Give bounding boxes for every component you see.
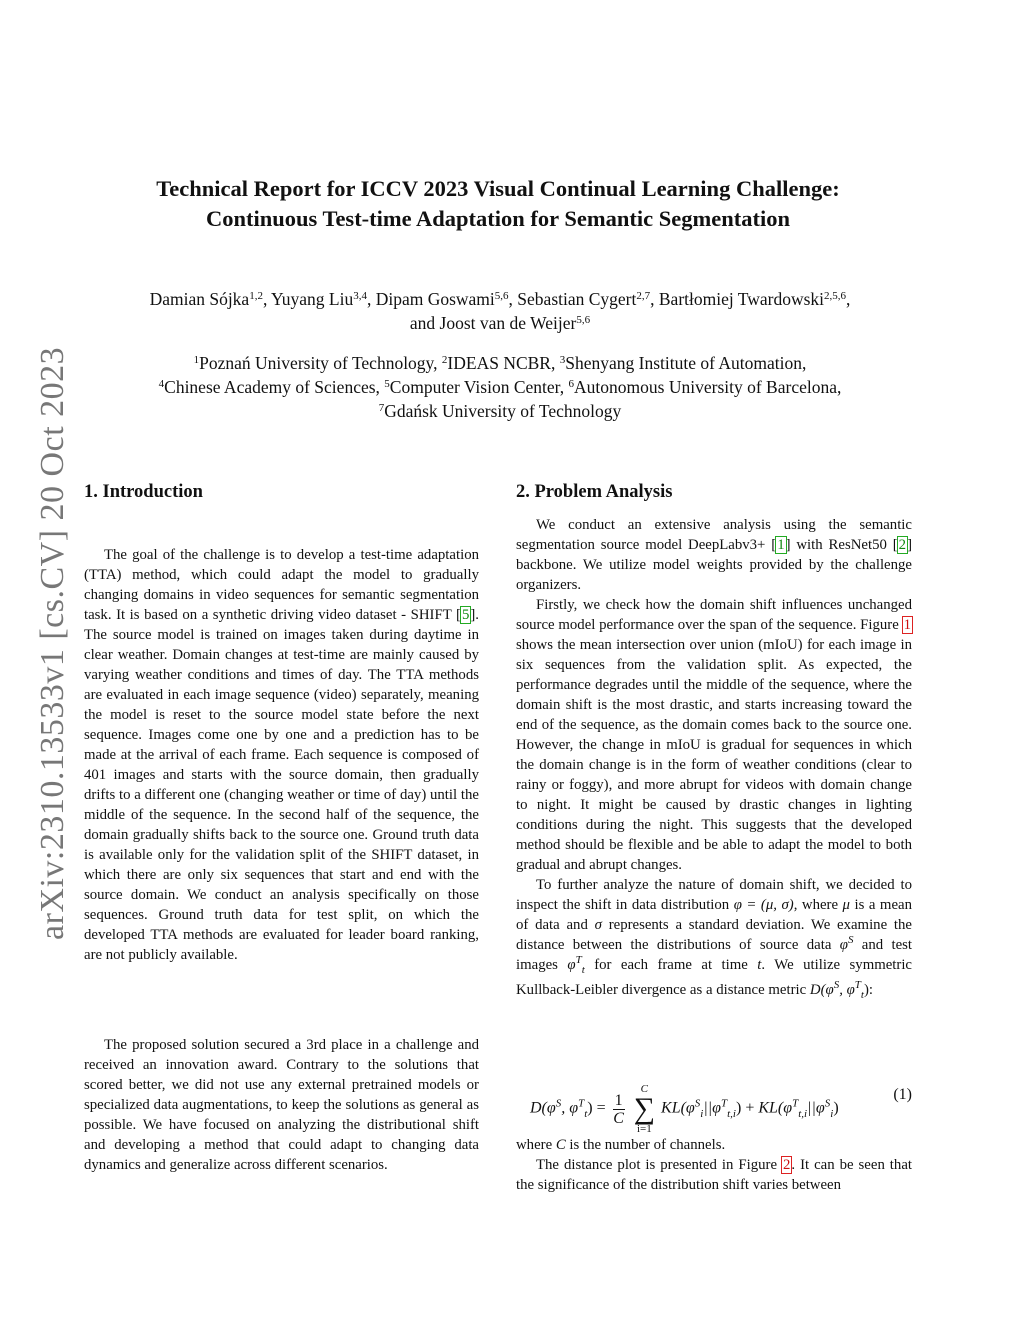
paragraph-text: We conduct an extensive analysis using the semantic segmentation source model DeepLabv3+ [ <box>516 517 912 553</box>
affiliation-line-2 <box>40 375 960 399</box>
math-inline: φ = (μ, σ) <box>733 897 794 913</box>
author-affiliation-marker: 2,7 <box>636 290 651 302</box>
figure-reference-link[interactable]: 1 <box>903 617 911 633</box>
paragraph-text: is a mean of data and <box>516 897 912 933</box>
equation-term: D(φ <box>530 1099 556 1117</box>
author-affiliation-marker: 5,6 <box>576 314 591 326</box>
author-affiliation-marker: 5,6 <box>494 290 509 302</box>
summation-upper-limit: C <box>640 1083 648 1095</box>
equation-term: ) = <box>587 1099 606 1117</box>
analysis-paragraph-1 <box>516 515 912 595</box>
equation-1 <box>526 1066 916 1135</box>
author-line-2 <box>40 311 960 335</box>
author-name: Damian Sójka <box>149 289 250 309</box>
paragraph-text: , where <box>793 897 843 913</box>
affiliation: Autonomous University of Barcelona, <box>574 377 842 397</box>
introduction-paragraph-2 <box>84 1035 479 1175</box>
math-inline: φ <box>567 957 576 973</box>
after-equation-paragraph <box>516 1135 912 1155</box>
affiliation: Chinese Academy of Sciences, <box>164 377 385 397</box>
author-name: , Sebastian Cygert <box>508 289 637 309</box>
equation-subscript: i <box>830 1107 834 1120</box>
author-affiliation-marker: 3,4 <box>353 290 367 302</box>
paragraph-text: is the number of channels. <box>565 1137 726 1153</box>
affiliation-line-3 <box>40 399 960 423</box>
paper-title <box>100 174 896 234</box>
paragraph-text: . We utilize symmetric Kullback-Leibler divergence as a distance metric <box>516 957 912 998</box>
math-inline: μ <box>842 897 850 913</box>
section-heading-introduction: 1. Introduction <box>84 482 203 502</box>
author-separator: , <box>846 289 851 309</box>
equation-superscript: S <box>555 1097 562 1110</box>
paragraph-text: ] backbone. We utilize model weights provided by the challenge organizers. <box>516 537 912 593</box>
author-name: , Yuyang Liu <box>262 289 354 309</box>
author-name: , Bartłomiej Twardowski <box>650 289 825 309</box>
analysis-paragraph-4 <box>516 1155 912 1195</box>
math-superscript: S <box>833 978 840 991</box>
affiliation: IDEAS NCBR, <box>447 353 560 373</box>
affiliation-marker: 6 <box>568 378 575 390</box>
analysis-paragraph-2 <box>516 595 912 875</box>
author-line-1 <box>40 287 960 311</box>
equation-subscript: t,i <box>727 1107 736 1120</box>
affiliation-list <box>40 351 960 423</box>
math-superscript: T <box>575 954 582 966</box>
paragraph-text: Firstly, we check how the domain shift influences unchanged source model performance over the span of the sequence. Figure <box>516 597 912 633</box>
math-inline: φ <box>839 937 848 953</box>
author-affiliation-marker: 2,5,6 <box>824 290 847 302</box>
equation-fraction <box>613 1092 625 1127</box>
affiliation-marker: 4 <box>158 378 165 390</box>
paragraph-text: ] with ResNet50 [ <box>785 537 898 553</box>
paragraph-text: and test images <box>516 937 913 973</box>
analysis-paragraph-3 <box>516 875 912 1005</box>
affiliation-marker: 5 <box>384 378 390 390</box>
section-heading-problem-analysis: 2. Problem Analysis <box>516 482 673 502</box>
math-inline: C <box>555 1137 566 1153</box>
math-inline: ): <box>863 981 874 998</box>
author-name: and Joost van de Weijer <box>409 313 577 333</box>
paragraph-text: The distance plot is presented in Figure <box>536 1157 783 1173</box>
math-subscript: t <box>860 988 864 1001</box>
equation-term: , φ <box>561 1099 579 1117</box>
author-list <box>40 287 960 335</box>
title-line-1: Technical Report for ICCV 2023 Visual Continual Learning Challenge: <box>156 176 840 201</box>
equation-superscript: T <box>721 1097 728 1110</box>
math-inline: t <box>757 957 762 973</box>
fraction-denominator: C <box>613 1109 624 1127</box>
paragraph-text: for each frame at time <box>584 957 758 973</box>
summation-lower-limit: i=1 <box>636 1123 652 1135</box>
paragraph-text: ]. The source model is trained on images taken during daytime in clear weather. Domain changes at test-time are mainly caused by varying weather conditions and times of day. The TTA methods are evaluated in each image sequence (video) separately, meaning the model is reset to the source model state before the next sequence. Images come one by one and a prediction has to be made at the arrival of each frame. Each sequence is composed of 401 images and starts with the source domain, then gradually drifts to a different one (changing weather or time of day) until the middle of the sequence. In the second half of the sequence, the domain gradually shifts back to the source one. Ground truth data is available only for the validation split of the SHIFT dataset, in which there are only six sequences that start and end with the source domain. We conduct an analysis specifically on those sequences. Ground truth data for test split, on which the developed TTA methods are evaluated for leader board ranking, are not publicly available. <box>84 607 479 963</box>
affiliation-line-1 <box>40 351 960 375</box>
paragraph-text: shows the mean intersection over union (mIoU) for each image in six sequences from the validation split. As expected, the performance degrades until the middle of the sequence, where the domain shift is the most drastic, and starts increasing toward the end of the sequence, as the domain comes back to the source one. However, the change in mIoU is gradual for sequences in which the domain change is in the form of weather conditions (clear to rainy or foggy), and more abrupt for videos with domain change to night. It might be caused by drastic changes in lighting conditions during the night. This suggests that the developed method should be flexible and be able to adapt the model to both gradual and abrupt changes. <box>516 637 912 873</box>
affiliation: Computer Vision Center, <box>389 377 569 397</box>
title-line-2: Continuous Test-time Adaptation for Semantic Segmentation <box>205 206 790 231</box>
equation-term: KL(φ <box>758 1099 793 1117</box>
arxiv-identifier-stamp: arXiv:2310.13533v1 [cs.CV] 20 Oct 2023 <box>34 346 71 940</box>
equation-subscript: t,i <box>798 1107 808 1120</box>
equation-term: ) <box>833 1099 839 1117</box>
paragraph-text: The goal of the challenge is to develop a test-time adaptation (TTA) method, which could adapt the model to gradually changing domains in video sequences for semantic segmentation task. It is based on a synthetic driving video dataset - SHIFT [ <box>84 547 479 623</box>
math-inline: D(φ <box>809 981 834 998</box>
paragraph-text: represents a standard deviation. We examine the distance between the distributions of source data <box>516 917 912 953</box>
summation-sign: ∑ <box>633 1092 656 1125</box>
equation-term: ) + <box>736 1099 759 1117</box>
introduction-paragraph-1 <box>84 545 479 965</box>
citation-link[interactable]: 1 <box>777 537 785 553</box>
affiliation-marker: 7 <box>378 402 385 414</box>
math-superscript: T <box>854 978 861 991</box>
equation-superscript: T <box>578 1097 585 1110</box>
citation-link[interactable]: 5 <box>461 607 470 623</box>
problem-analysis-body-continued <box>516 1135 912 1195</box>
equation-term: ||φ <box>703 1099 721 1117</box>
equation-superscript: S <box>694 1097 701 1110</box>
affiliation-marker: 3 <box>559 354 566 366</box>
math-inline: σ <box>594 917 602 933</box>
equation-term: KL(φ <box>661 1099 695 1117</box>
equation-term: ||φ <box>807 1099 825 1117</box>
equation-subscript: t <box>584 1107 588 1120</box>
equation-subscript: i <box>700 1107 704 1120</box>
math-subscript: t <box>581 963 585 976</box>
paragraph-text: where <box>516 1137 556 1153</box>
problem-analysis-body <box>516 515 912 1005</box>
affiliation: Gdańsk University of Technology <box>384 401 622 421</box>
equation-body <box>530 1083 839 1135</box>
affiliation-marker: 2 <box>441 354 448 366</box>
author-affiliation-marker: 1,2 <box>249 290 263 302</box>
equation-number: (1) <box>893 1086 912 1103</box>
citation-link[interactable]: 2 <box>898 537 907 553</box>
figure-reference-link[interactable]: 2 <box>783 1157 791 1173</box>
affiliation: Shenyang Institute of Automation, <box>565 353 807 373</box>
math-superscript: S <box>847 934 854 946</box>
equation-summation <box>634 1083 655 1135</box>
affiliation-marker: 1 <box>193 354 200 366</box>
equation-superscript: S <box>824 1097 831 1110</box>
equation-superscript: T <box>792 1097 799 1110</box>
paragraph-text: . It can be seen that the significance of the distribution shift varies between <box>516 1157 912 1193</box>
math-inline: , φ <box>839 981 855 998</box>
paragraph-text: To further analyze the nature of domain shift, we decided to inspect the shift in data distribution <box>516 877 912 913</box>
paragraph-text: The proposed solution secured a 3rd place in a challenge and received an innovation award. Contrary to the solutions that scored better, we did not use any external pretrained models or specialized data augmentations, to keep the solutions as general as possible. We have focused on analyzing the distributional shift and developing a method that could adapt to changing data dynamics and generalize across different scenarios. <box>84 1037 479 1173</box>
author-name: , Dipam Goswami <box>366 289 495 309</box>
fraction-numerator: 1 <box>614 1091 623 1109</box>
affiliation: Poznań University of Technology, <box>199 353 442 373</box>
